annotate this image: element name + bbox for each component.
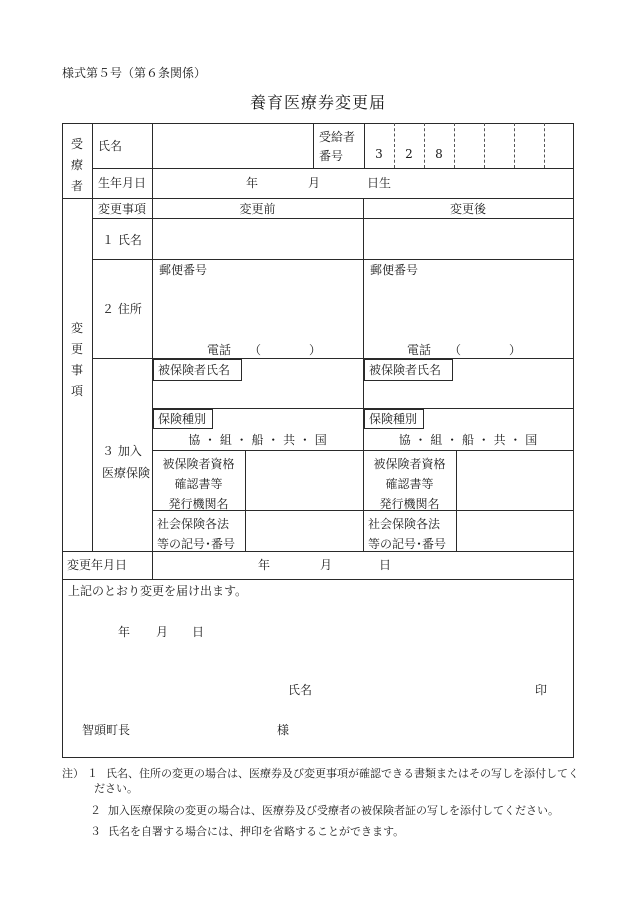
recipient-number-label: 受給者 番号	[319, 130, 356, 163]
notes-prefix: 注）	[62, 767, 84, 780]
postal-before: 郵便番号	[159, 263, 208, 277]
header-after: 変更後	[449, 202, 486, 216]
birth-day: 日生	[367, 176, 392, 190]
note-2-text: 加入医療保険の変更の場合は、医療券及び受療者の被保険者証の写しを添付してください。	[108, 804, 559, 817]
postal-after: 郵便番号	[370, 263, 419, 277]
header-before: 変更前	[239, 202, 276, 216]
item-name: １ 氏名	[102, 233, 142, 247]
insurance-type-after: 保険種別	[369, 412, 418, 426]
social-insurance-after: 社会保険各法 等の記号･番号	[368, 517, 447, 551]
page-title: 養育医療券変更届	[250, 93, 387, 112]
birth-month: 月	[308, 176, 321, 190]
declaration-month: 月	[156, 625, 169, 639]
note-2-number: ２	[90, 804, 101, 817]
recipient-section-label: 受療者	[70, 137, 83, 193]
insurance-type-before: 保険種別	[158, 412, 207, 426]
insurance-options-after: 協 ・ 組 ・ 船 ・ 共 ・ 国	[398, 433, 538, 447]
change-date-year: 年	[258, 558, 271, 572]
insurance-options-before: 協 ・ 組 ・ 船 ・ 共 ・ 国	[188, 433, 327, 447]
birth-year: 年	[246, 176, 259, 190]
honorific: 様	[277, 723, 290, 737]
declaration-day: 日	[192, 625, 205, 639]
phone-after: 電話 （ ）	[407, 343, 522, 357]
declaration-year: 年	[118, 625, 131, 639]
seal-mark: 印	[535, 683, 548, 697]
number-digit-3: 8	[435, 147, 443, 161]
note-1-text-cont: ださい。	[94, 782, 138, 795]
note-3-number: ３	[90, 825, 101, 838]
cert-issuer-before: 被保険者資格 確認書等 発行機関名	[162, 457, 235, 511]
declaration-text: 上記のとおり変更を届け出ます。	[68, 584, 248, 598]
cert-issuer-after: 被保険者資格 確認書等 発行機関名	[373, 457, 446, 511]
form-id: 様式第５号（第６条関係）	[62, 66, 207, 80]
insured-name-before: 被保険者氏名	[158, 363, 231, 377]
applicant-name-label: 氏名	[288, 683, 313, 697]
change-date-month: 月	[320, 558, 333, 572]
number-digit-2: 2	[405, 147, 413, 161]
name-label: 氏名	[98, 139, 123, 153]
number-digit-1: 3	[375, 147, 383, 161]
item-insurance: ３ 加入 医療保険	[102, 444, 151, 480]
addressee: 智頭町長	[82, 723, 131, 737]
insured-name-after: 被保険者氏名	[369, 363, 442, 377]
note-1-text: 氏名、住所の変更の場合は、医療券及び変更事項が確認できる書類またはその写しを添付してく	[106, 767, 579, 780]
social-insurance-before: 社会保険各法 等の記号･番号	[157, 517, 236, 551]
note-3-text: 氏名を自署する場合には、押印を省略することができます。	[108, 825, 405, 838]
note-1-number: １	[87, 767, 98, 780]
changes-section-label: 変更事項	[70, 321, 83, 398]
header-item: 変更事項	[98, 202, 147, 216]
birth-label: 生年月日	[98, 176, 147, 190]
change-date-label: 変更年月日	[67, 558, 128, 572]
phone-before: 電話 （ ）	[207, 343, 322, 357]
item-address: ２ 住所	[102, 302, 142, 316]
change-date-day: 日	[379, 558, 392, 572]
